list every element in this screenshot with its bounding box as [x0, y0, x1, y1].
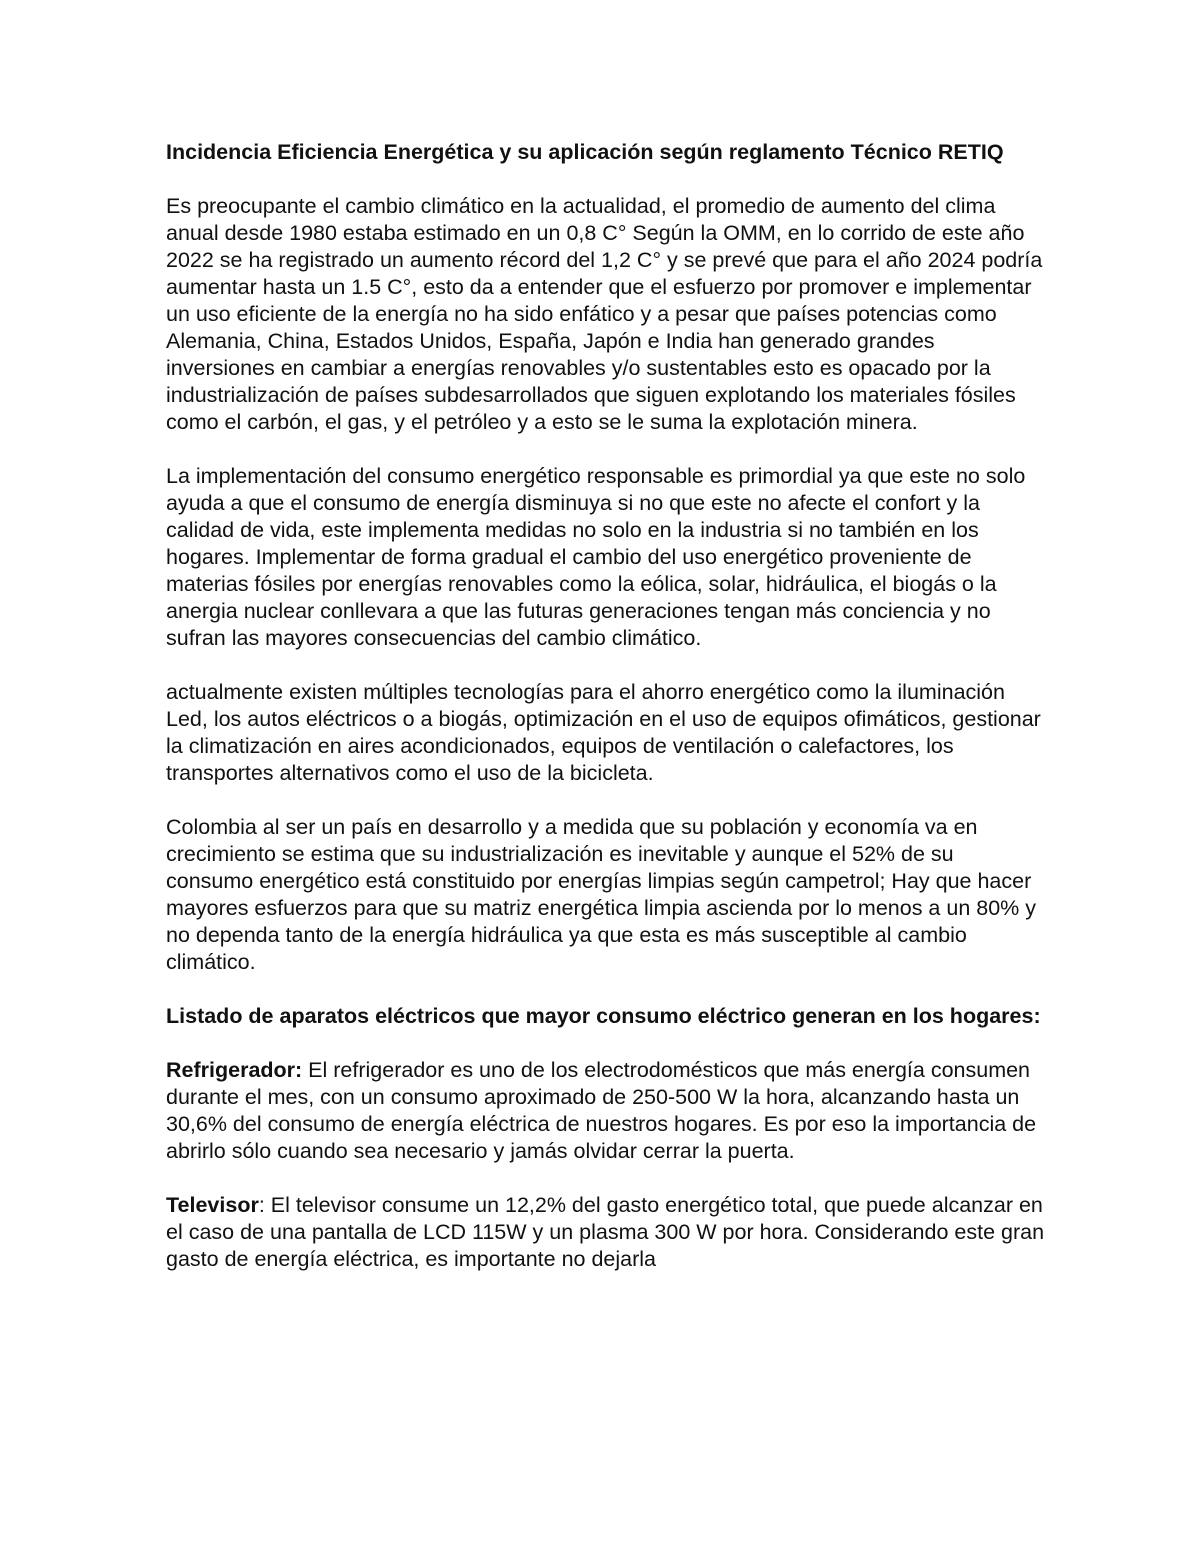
- appliance-item-television: [166, 1192, 1046, 1273]
- document-title: Incidencia Eficiencia Energética y su aplicación según reglamento Técnico RETIQ: [166, 140, 1004, 164]
- appliance-list-heading: Listado de aparatos eléctricos que mayor consumo eléctrico generan en los hogares:: [166, 1004, 1041, 1028]
- paragraph-colombia: Colombia al ser un país en desarrollo y a medida que su población y economía va en crecimiento se estima que su industrialización es inevitable y aunque el 52% de su consumo energético está constituido por energías limpias según campetrol; Hay que hacer mayores esfuerzos para que su matriz energética limpia ascienda por lo menos a un 80% y no dependa tanto de la energía hidráulica ya que esta es más susceptible al cambio climático.: [166, 815, 1037, 974]
- paragraph-responsible-consumption: La implementación del consumo energético responsable es primordial ya que este no solo ayuda a que el consumo de energía disminuya si no que este no afecte el confort y la calidad de vida, este implementa medidas no solo en la industria si no también en los hogares. Implementar de forma gradual el cambio del uso energético proveniente de materias fósiles por energías renovables como la eólica, solar, hidráulica, el biogás o la anergia nuclear conllevara a que las futuras generaciones tengan más conciencia y no sufran las mayores consecuencias del cambio climático.: [166, 464, 1026, 650]
- paragraph-climate-change: Es preocupante el cambio climático en la actualidad, el promedio de aumento del clima anual desde 1980 estaba estimado en un 0,8 C° Según la OMM, en lo corrido de este año 2022 se ha registrado un aumento récord del 1,2 C° y se prevé que para el año 2024 podría aumentar hasta un 1.5 C°, esto da a entender que el esfuerzo por promover e implementar un uso eficiente de la energía no ha sido enfático y a pesar que países potencias como Alemania, China, Estados Unidos, España, Japón e India han generado grandes inversiones en cambiar a energías renovables y/o sustentables esto es opacado por la industrialización de países subdesarrollados que siguen explotando los materiales fósiles como el carbón, el gas, y el petróleo y a esto se le suma la explotación minera.: [166, 194, 1043, 434]
- appliance-description: : El televisor consume un 12,2% del gasto energético total, que puede alcanzar en el caso de una pantalla de LCD 115W y un plasma 300 W por hora. Considerando este gran gasto de energía eléctrica, es importante no dejarla: [166, 1193, 1045, 1271]
- document-body: [166, 139, 1046, 1300]
- appliance-term: Refrigerador:: [166, 1058, 303, 1082]
- paragraph-technologies: actualmente existen múltiples tecnologías para el ahorro energético como la iluminación Led, los autos eléctricos o a biogás, optimización en el uso de equipos ofimáticos, gestionar la climatización en aires acondicionados, equipos de ventilación o calefactores, los transportes alternativos como el uso de la bicicleta.: [166, 680, 1041, 785]
- appliance-item-refrigerator: [166, 1057, 1046, 1165]
- appliance-description: El refrigerador es uno de los electrodomésticos que más energía consumen durante el mes, con un consumo aproximado de 250-500 W la hora, alcanzando hasta un 30,6% del consumo de energía eléctrica de nuestros hogares. Es por eso la importancia de abrirlo sólo cuando sea necesario y jamás olvidar cerrar la puerta.: [166, 1058, 1037, 1163]
- appliance-term: Televisor: [166, 1193, 259, 1217]
